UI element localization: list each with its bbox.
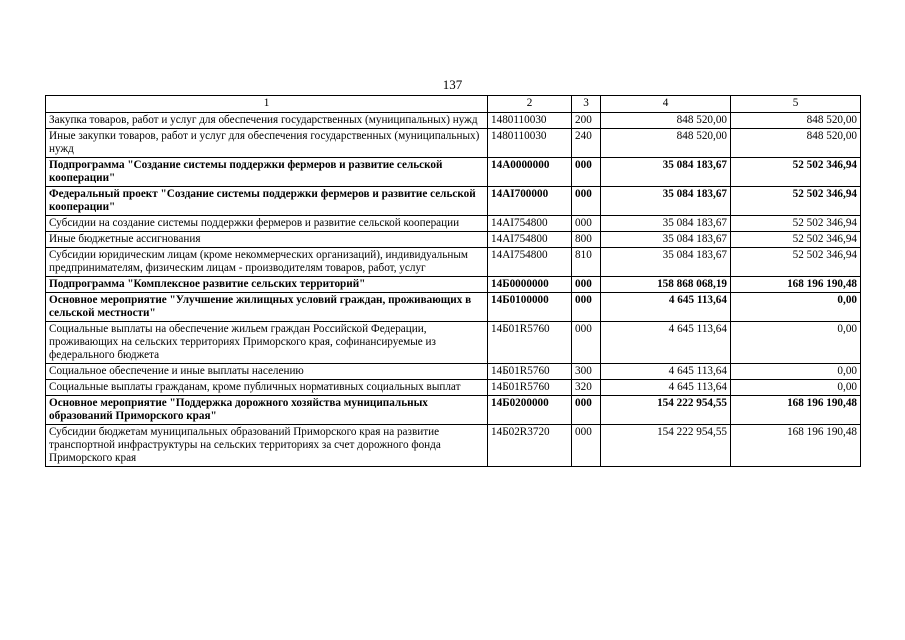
row-name-cell: Иные бюджетные ассигнования [46,232,488,248]
row-amount-2-cell: 52 502 346,94 [731,232,861,248]
row-amount-1-cell: 35 084 183,67 [601,248,731,277]
row-name-cell: Подпрограмма "Создание системы поддержки фермеров и развитие сельской кооперации" [46,158,488,187]
row-amount-1-cell: 154 222 954,55 [601,396,731,425]
table-row [46,293,861,322]
table-row [46,187,861,216]
table-row [46,396,861,425]
row-expense-type-cell: 300 [572,364,601,380]
row-expense-type-cell: 000 [572,425,601,467]
row-amount-2-cell: 0,00 [731,364,861,380]
row-amount-1-cell: 35 084 183,67 [601,232,731,248]
row-name-cell: Социальное обеспечение и иные выплаты населению [46,364,488,380]
row-amount-2-cell: 52 502 346,94 [731,216,861,232]
row-amount-2-cell: 168 196 190,48 [731,396,861,425]
table-row [46,216,861,232]
row-amount-1-cell: 35 084 183,67 [601,158,731,187]
row-code-cell: 14АI754800 [488,216,572,232]
row-code-cell: 14Б01R5760 [488,322,572,364]
row-amount-2-cell: 0,00 [731,380,861,396]
row-code-cell: 14Б01R5760 [488,380,572,396]
row-amount-1-cell: 154 222 954,55 [601,425,731,467]
row-expense-type-cell: 000 [572,293,601,322]
header-cell: 2 [488,96,572,113]
row-code-cell: 14АI754800 [488,248,572,277]
row-amount-2-cell: 0,00 [731,293,861,322]
row-amount-1-cell: 848 520,00 [601,113,731,129]
row-code-cell: 14Б0000000 [488,277,572,293]
row-name-cell: Федеральный проект "Создание системы поддержки фермеров и развитие сельской кооперации" [46,187,488,216]
row-expense-type-cell: 810 [572,248,601,277]
row-code-cell: 14Б0100000 [488,293,572,322]
row-name-cell: Основное мероприятие "Поддержка дорожного хозяйства муниципальных образований Приморского края" [46,396,488,425]
row-code-cell: 1480110030 [488,113,572,129]
header-cell: 4 [601,96,731,113]
row-expense-type-cell: 240 [572,129,601,158]
row-expense-type-cell: 000 [572,322,601,364]
row-amount-1-cell: 4 645 113,64 [601,293,731,322]
table-row [46,364,861,380]
table-row [46,232,861,248]
row-expense-type-cell: 000 [572,216,601,232]
table-row [46,158,861,187]
row-code-cell: 14Б0200000 [488,396,572,425]
header-cell: 1 [46,96,488,113]
row-code-cell: 14АI700000 [488,187,572,216]
header-cell: 5 [731,96,861,113]
row-amount-2-cell: 0,00 [731,322,861,364]
row-amount-1-cell: 4 645 113,64 [601,380,731,396]
row-amount-1-cell: 158 868 068,19 [601,277,731,293]
row-amount-1-cell: 4 645 113,64 [601,322,731,364]
row-expense-type-cell: 200 [572,113,601,129]
row-code-cell: 14Б01R5760 [488,364,572,380]
row-name-cell: Субсидии юридическим лицам (кроме некоммерческих организаций), индивидуальным предпринимателям, физическим лицам - производителям товаров, работ, услуг [46,248,488,277]
row-amount-2-cell: 168 196 190,48 [731,277,861,293]
header-cell: 3 [572,96,601,113]
table-row [46,425,861,467]
table-row [46,129,861,158]
table-row [46,322,861,364]
row-code-cell: 14А0000000 [488,158,572,187]
row-expense-type-cell: 000 [572,277,601,293]
row-amount-1-cell: 4 645 113,64 [601,364,731,380]
row-name-cell: Социальные выплаты на обеспечение жильем граждан Российской Федерации, проживающих на сельских территориях Приморского края, софинансируемые из федерального бюджета [46,322,488,364]
row-name-cell: Субсидии бюджетам муниципальных образований Приморского края на развитие транспортной инфраструктуры на сельских территориях за счет дорожного фонда Приморского края [46,425,488,467]
table-row [46,248,861,277]
row-expense-type-cell: 000 [572,187,601,216]
row-amount-2-cell: 52 502 346,94 [731,158,861,187]
row-expense-type-cell: 800 [572,232,601,248]
header-row [46,96,861,113]
table-row [46,277,861,293]
table-row [46,113,861,129]
row-name-cell: Закупка товаров, работ и услуг для обеспечения государственных (муниципальных) нужд [46,113,488,129]
page-number: 137 [442,77,463,92]
row-code-cell: 14АI754800 [488,232,572,248]
row-amount-1-cell: 35 084 183,67 [601,187,731,216]
row-expense-type-cell: 000 [572,158,601,187]
row-amount-2-cell: 52 502 346,94 [731,248,861,277]
row-amount-2-cell: 848 520,00 [731,129,861,158]
row-name-cell: Основное мероприятие "Улучшение жилищных условий граждан, проживающих в сельской местности" [46,293,488,322]
row-code-cell: 1480110030 [488,129,572,158]
row-expense-type-cell: 320 [572,380,601,396]
row-amount-1-cell: 35 084 183,67 [601,216,731,232]
row-name-cell: Социальные выплаты гражданам, кроме публичных нормативных социальных выплат [46,380,488,396]
row-name-cell: Субсидии на создание системы поддержки фермеров и развитие сельской кооперации [46,216,488,232]
row-amount-2-cell: 168 196 190,48 [731,425,861,467]
row-amount-2-cell: 848 520,00 [731,113,861,129]
table-row [46,380,861,396]
row-name-cell: Иные закупки товаров, работ и услуг для обеспечения государственных (муниципальных) нужд [46,129,488,158]
budget-table [45,95,861,467]
row-amount-2-cell: 52 502 346,94 [731,187,861,216]
row-name-cell: Подпрограмма "Комплексное развитие сельских территорий" [46,277,488,293]
row-code-cell: 14Б02R3720 [488,425,572,467]
row-amount-1-cell: 848 520,00 [601,129,731,158]
row-expense-type-cell: 000 [572,396,601,425]
